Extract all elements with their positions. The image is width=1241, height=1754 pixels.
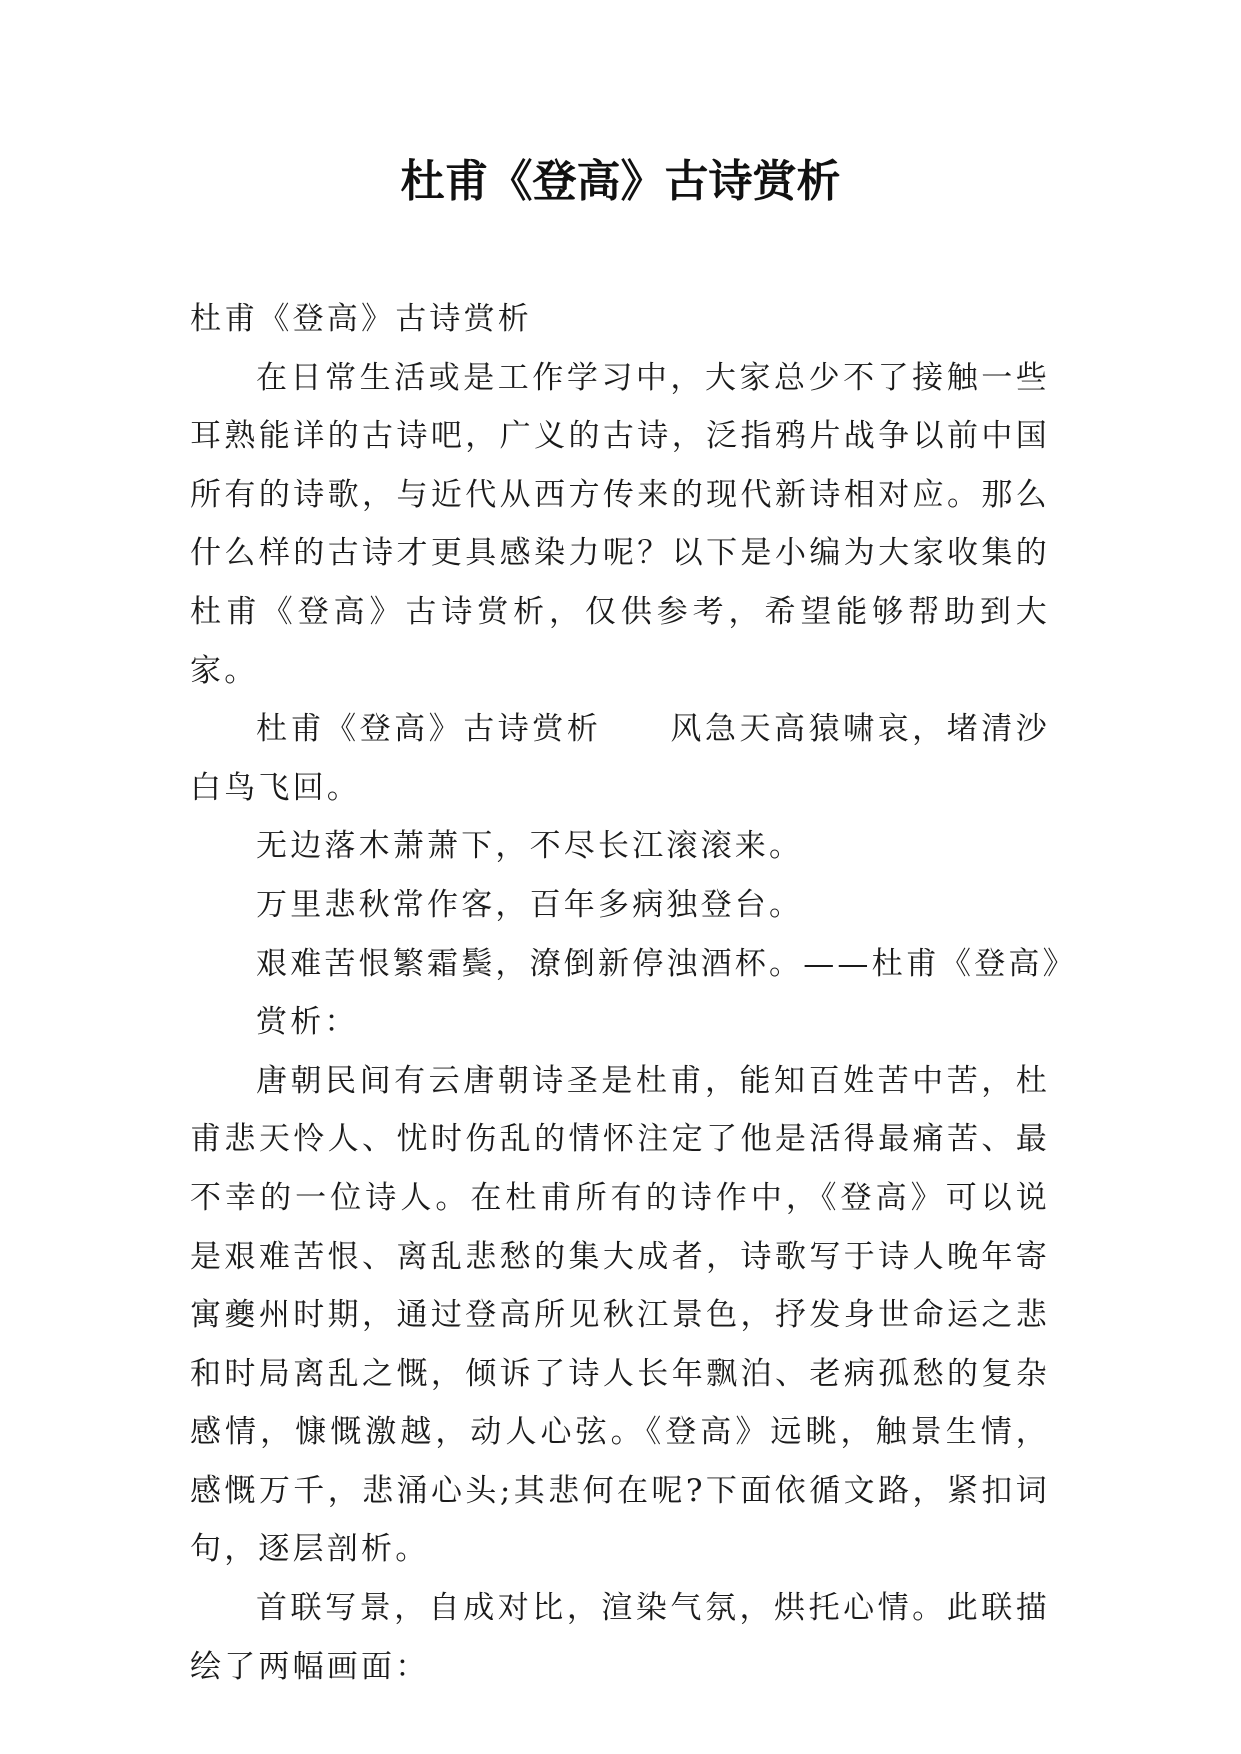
paragraph-analysis-label: 赏析： [256,1004,359,1041]
page-title: 杜甫《登高》古诗赏析 [400,156,841,207]
paragraph-poem-line-2: 无边落木萧萧下，不尽长江滚滚来。 [256,828,804,865]
paragraph-intro: 在日常生活或是工作学习中，大家总少不了接触一些耳熟能详的古诗吧，广义的古诗，泛指鸦片战争以前中国所有的诗歌，与近代从西方传来的现代新诗相对应。那么什么样的古诗才更具感染力呢？以下是小编为大家收集的杜甫《登高》古诗赏析，仅供参考，希望能够帮助到大家。 [190,359,1050,689]
paragraph-heading: 杜甫《登高》古诗赏析 [190,301,532,337]
paragraph-poem-line-3: 万里悲秋常作客，百年多病独登台。 [256,886,804,923]
paragraph-first-couplet: 首联写景，自成对比，渲染气氛，烘托心情。此联描绘了两幅画面： [190,1590,1050,1685]
paragraph-analysis: 唐朝民间有云唐朝诗圣是杜甫，能知百姓苦中苦，杜甫悲天怜人、忧时伤乱的情怀注定了他是活得最痛苦、最不幸的一位诗人。在杜甫所有的诗作中，《登高》可以说是艰难苦恨、离乱悲愁的集大成者，诗歌写于诗人晚年寄寓夔州时期，通过登高所见秋江景色，抒发身世命运之悲和时局离乱之慨，倾诉了诗人长年飘泊、老病孤愁的复杂感情，慷慨激越，动人心弦。《登高》远眺，触景生情，感慨万千，悲涌心头;其悲何在呢?下面依循文路，紧扣词句，逐层剖析。 [190,1062,1050,1568]
paragraph-poem-line-4: 艰难苦恨繁霜鬓，潦倒新停浊酒杯。——杜甫《登高》 [256,945,1077,982]
paragraph-poem-line-1: 杜甫《登高》古诗赏析 风急天高猿啸哀，堵清沙白鸟飞回。 [190,711,1050,806]
document-body [190,290,1077,1696]
